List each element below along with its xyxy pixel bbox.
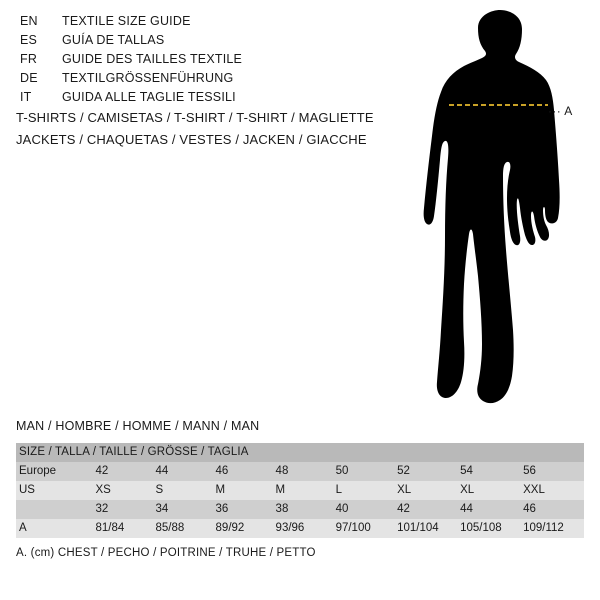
language-text: TEXTILGRÖSSENFÜHRUNG: [62, 71, 234, 85]
table-cell: 54: [460, 465, 473, 477]
language-text: GUIDE DES TAILLES TEXTILE: [62, 52, 243, 66]
measure-dots: ···: [548, 104, 562, 118]
table-cell: XL: [397, 484, 412, 496]
table-cell: M: [275, 484, 286, 496]
table-cell: XS: [95, 484, 111, 496]
table-row: [16, 519, 584, 538]
table-cell: 81/84: [95, 522, 125, 534]
language-row: [20, 33, 380, 52]
row-label: [16, 500, 94, 519]
language-code: DE: [20, 71, 38, 85]
table-cell: 97/100: [335, 522, 371, 534]
table-cell: 38: [275, 503, 289, 515]
table-cell: 85/88: [155, 522, 185, 534]
size-table: [16, 443, 584, 538]
table-cell: 101/104: [397, 522, 439, 534]
footnote: A. (cm) CHEST / PECHO / POITRINE / TRUHE / PETTO: [16, 547, 316, 559]
table-row: [16, 481, 584, 500]
table-cell: L: [335, 484, 342, 496]
table-cell: 44: [155, 465, 169, 477]
language-code: ES: [20, 33, 38, 47]
table-cell: 42: [95, 465, 109, 477]
language-row: [20, 14, 380, 33]
table-row: [16, 500, 584, 519]
table-cell: XXL: [523, 484, 545, 496]
language-text: GUIDA ALLE TAGLIE TESSILI: [62, 90, 236, 104]
language-list: [20, 14, 380, 109]
measure-label-a: [548, 104, 573, 118]
table-cell: 40: [335, 503, 349, 515]
table-cell: 52: [397, 465, 410, 477]
language-text: GUÍA DE TALLAS: [62, 33, 165, 47]
row-label: Europe: [19, 465, 57, 477]
table-cell: 105/108: [460, 522, 502, 534]
row-label: US: [19, 484, 35, 496]
table-cell: S: [155, 484, 164, 496]
table-cell: 36: [215, 503, 229, 515]
table-cell: 109/112: [523, 522, 564, 534]
category-jackets: JACKETS / CHAQUETAS / VESTES / JACKEN / GIACCHE: [16, 132, 367, 147]
table-cell: XL: [460, 484, 475, 496]
category-tshirts: T-SHIRTS / CAMISETAS / T-SHIRT / T-SHIRT / MAGLIETTE: [16, 110, 374, 125]
male-silhouette-figure: [400, 10, 600, 410]
language-row: [20, 90, 380, 109]
silhouette-icon: [400, 10, 600, 410]
table-cell: 46: [523, 503, 536, 515]
table-cell: 89/92: [215, 522, 245, 534]
table-cell: 32: [95, 503, 109, 515]
table-cell: 42: [397, 503, 410, 515]
category-list: [16, 110, 416, 154]
language-code: IT: [20, 90, 32, 104]
language-code: EN: [20, 14, 38, 28]
language-row: [20, 71, 380, 90]
table-cell: 50: [335, 465, 349, 477]
table-row: [16, 462, 584, 481]
table-cell: 34: [155, 503, 169, 515]
table-cell: M: [215, 484, 226, 496]
table-cell: 46: [215, 465, 229, 477]
table-header-row: [16, 443, 584, 462]
table-cell: 56: [523, 465, 536, 477]
table-cell: 48: [275, 465, 289, 477]
measure-letter: A: [564, 104, 573, 118]
table-title: MAN / HOMBRE / HOMME / MANN / MAN: [16, 419, 260, 433]
table-cell: 44: [460, 503, 473, 515]
table-cell: 93/96: [275, 522, 305, 534]
row-label: A: [19, 522, 27, 534]
language-row: [20, 52, 380, 71]
language-code: FR: [20, 52, 38, 66]
table-header-label: SIZE / TALLA / TAILLE / GRÖSSE / TAGLIA: [19, 446, 249, 458]
language-text: TEXTILE SIZE GUIDE: [62, 14, 191, 28]
